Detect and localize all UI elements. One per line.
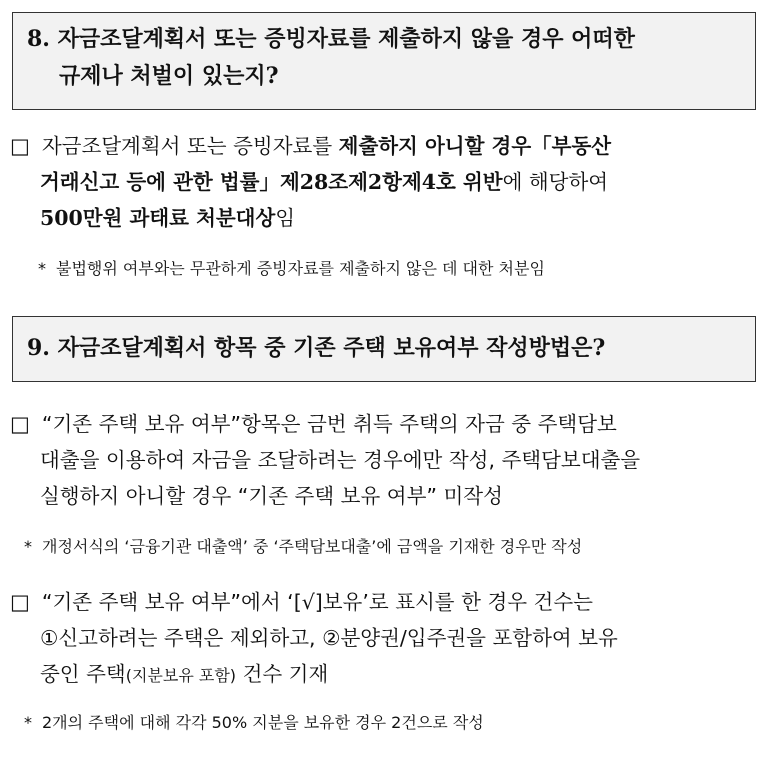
- answer-8-text-bold: 제출하지 아니할 경우「부동산: [338, 134, 612, 158]
- answer-8-text-normal: 자금조달계획서 또는 증빙자료를: [41, 134, 339, 158]
- answer-9-1-line-2: 대출을 이용하여 자금을 조달하려는 경우에만 작성, 주택담보대출을: [40, 448, 641, 472]
- answer-9-2-paragraph: [10, 584, 760, 694]
- question-8-line-1: 8. 자금조달계획서 또는 증빙자료를 제출하지 않을 경우 어떠한: [27, 26, 635, 52]
- answer-9-1-paragraph: [10, 406, 760, 514]
- answer-9-2-line-1: [10, 584, 760, 620]
- answer-9-2-note-text: 2개의 주택에 대해 각각 50% 지분을 보유한 경우 2건으로 작성: [42, 713, 484, 732]
- answer-8-law-reference: 거래신고 등에 관한 법률」제28조제2항제4호 위반: [40, 170, 503, 194]
- question-9-line-1: 9. 자금조달계획서 항목 중 기존 주택 보유여부 작성방법은?: [27, 335, 606, 361]
- answer-8-line-2: [10, 164, 760, 200]
- note-asterisk: *: [24, 713, 32, 732]
- answer-9-2-line-2: ①신고하려는 주택은 제외하고, ②분양권/입주권을 포함하여 보유: [40, 626, 618, 650]
- answer-8-paragraph: [10, 128, 760, 236]
- answer-9-1-line-3: 실행하지 아니할 경우 “기존 주택 보유 여부” 미작성: [40, 484, 503, 508]
- answer-9-2-text-1: “기존 주택 보유 여부”에서 ‘[√]보유’로 표시를 한 경우 건수는: [41, 590, 593, 614]
- answer-9-2-line-3: [10, 656, 760, 694]
- answer-8-line-1: [10, 128, 760, 164]
- answer-9-2-text-3b: (지분보유 포함): [125, 666, 237, 685]
- note-asterisk: *: [38, 259, 46, 278]
- question-9-box: [12, 316, 756, 382]
- answer-9-2-text-3a: 중인 주택: [40, 662, 126, 686]
- answer-9-1-line-1: [10, 406, 760, 442]
- answer-8-line-3: [10, 200, 760, 236]
- checkbox-bullet: □: [10, 590, 30, 614]
- answer-8-penalty: 500만원 과태료 처분대상: [40, 206, 276, 230]
- checkbox-bullet: □: [10, 412, 30, 436]
- answer-9-1-text-1: “기존 주택 보유 여부”항목은 금번 취득 주택의 자금 중 주택담보: [41, 412, 617, 436]
- question-8-box: [12, 12, 756, 110]
- note-asterisk: *: [24, 537, 32, 556]
- answer-8-text-normal-3: 임: [275, 206, 296, 230]
- answer-8-note-text: 불법행위 여부와는 무관하게 증빙자료를 제출하지 않은 데 대한 처분임: [56, 259, 545, 278]
- question-8-line-2: 규제나 처벌이 있는지?: [59, 63, 279, 89]
- answer-8-note: [38, 258, 545, 280]
- checkbox-bullet: □: [10, 134, 30, 158]
- answer-9-1-note: [24, 536, 582, 558]
- answer-9-2-note: [24, 712, 484, 734]
- answer-8-text-normal-2: 에 해당하여: [502, 170, 609, 194]
- answer-9-2-text-3c: 건수 기재: [236, 662, 329, 686]
- answer-9-1-note-text: 개정서식의 ‘금융기관 대출액’ 중 ‘주택담보대출’에 금액을 기재한 경우만 작성: [42, 537, 583, 556]
